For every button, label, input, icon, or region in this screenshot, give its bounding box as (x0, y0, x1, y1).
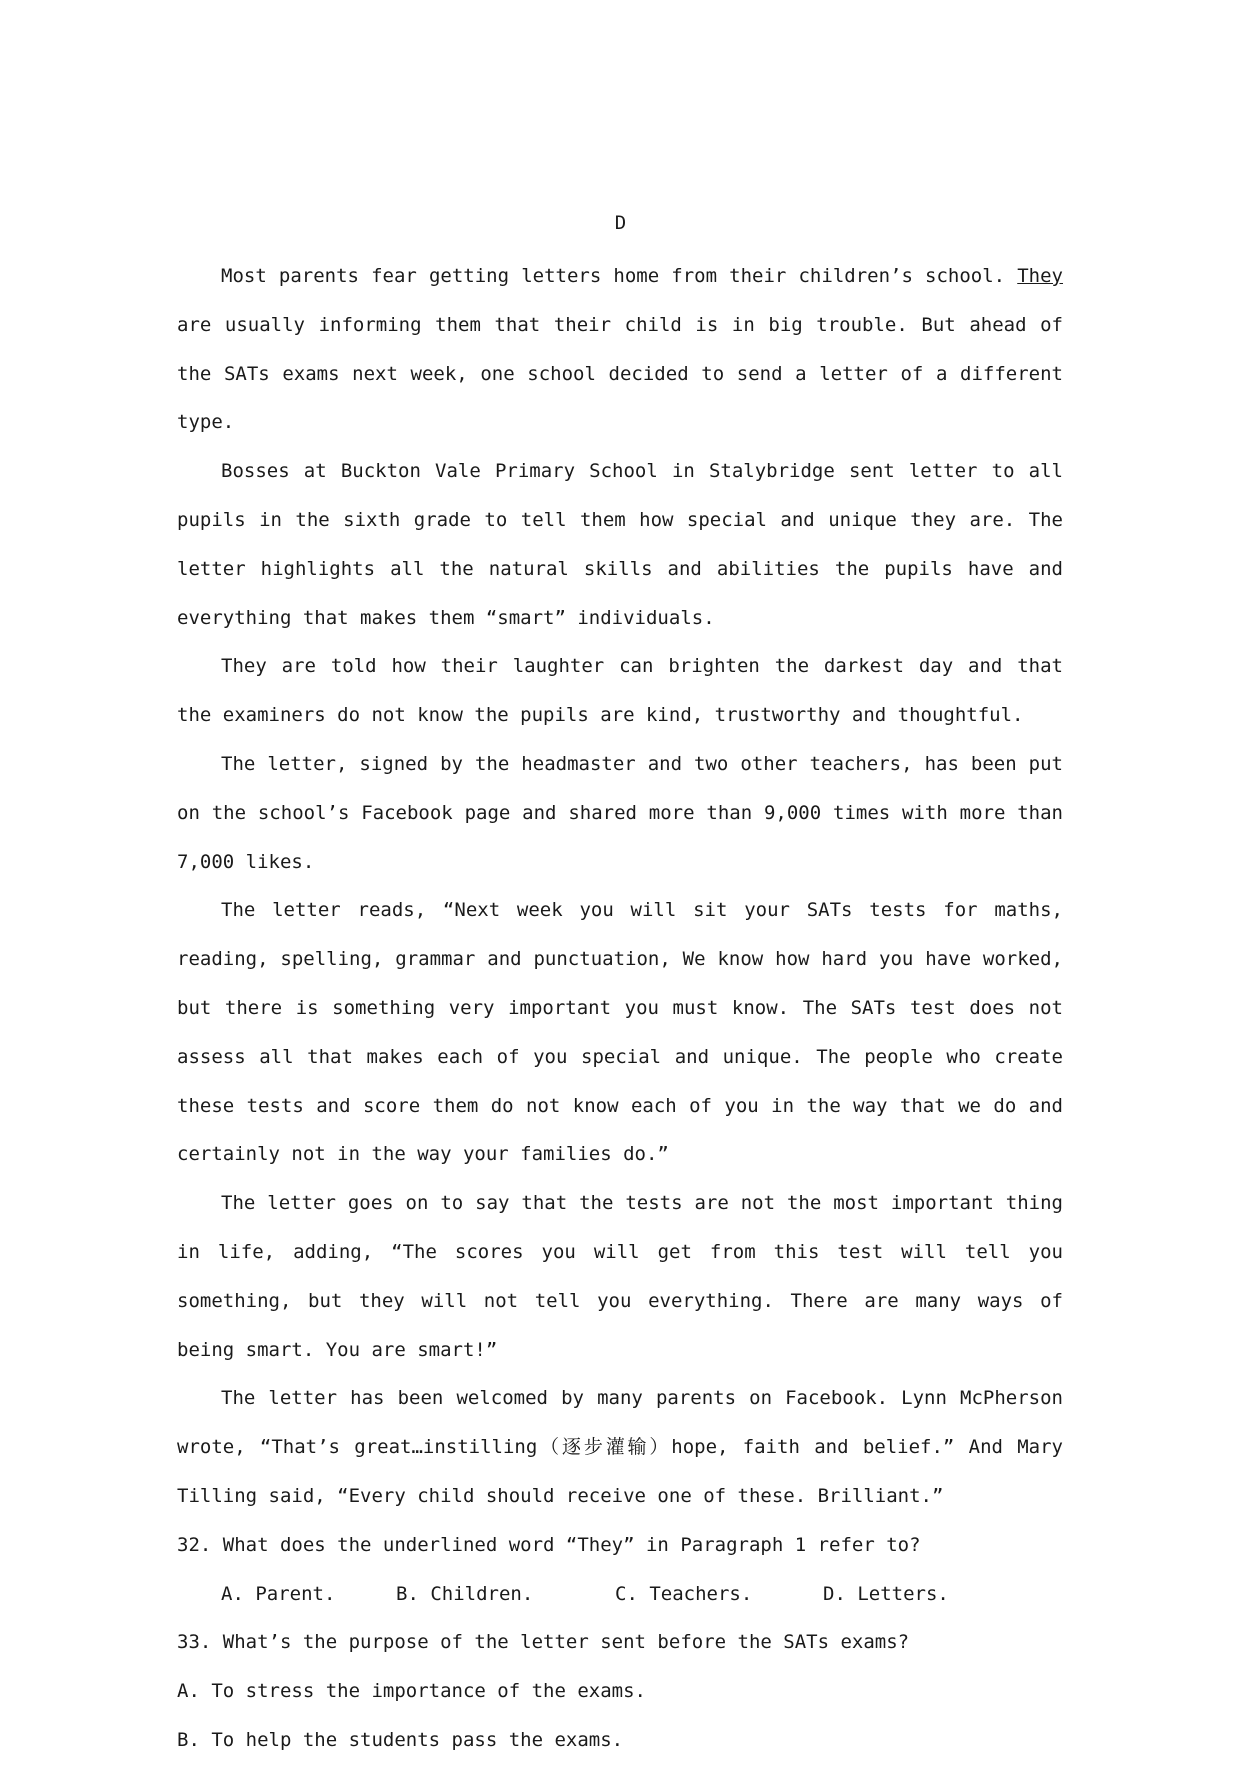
underlined-word: They (1017, 265, 1063, 287)
section-label: D (614, 212, 627, 234)
paragraph-1-text-b: are usually informing them that their child is in big trouble. But ahead of the SATs exams next week, one school decided to send a letter of a different type. (177, 313, 1063, 434)
option-a: A. To stress the importance of the exams. (177, 1680, 646, 1703)
paragraph-7: The letter has been welcomed by many parents on Facebook. Lynn McPherson wrote, “That’s great…instilling（逐步灌输）hope, faith and belief.” And Mary Tilling said, “Every child should receive one of these. Brilliant.” (177, 1387, 1063, 1507)
option-b: B. To help the students pass the exams. (177, 1728, 624, 1751)
paragraph-5: The letter reads, “Next week you will sit your SATs tests for maths, reading, spelling, grammar and punctuation, We know how hard you have worked, but there is something very important you must know. The SATs test does not assess all that makes each of you special and unique. The people who create these tests and score them do not know each of you in the way that we do and certainly not in the way your families do.” (177, 899, 1063, 1166)
option-c: C. Teachers. (615, 1582, 753, 1605)
paragraph-3: They are told how their laughter can brighten the darkest day and that the examiners do not know the pupils are kind, trustworthy and thoughtful. (177, 655, 1063, 727)
question-32-stem: 32. What does the underlined word “They” in Paragraph 1 refer to? (177, 1533, 921, 1556)
paragraph-2: Bosses at Buckton Vale Primary School in Stalybridge sent letter to all pupils in the sixth grade to tell them how special and unique they are. The letter highlights all the natural skills and abilities the pupils have and everything that makes them “smart” individuals. (177, 460, 1063, 629)
paragraph-4: The letter, signed by the headmaster and two other teachers, has been put on the school’s Facebook page and shared more than 9,000 times with more than 7,000 likes. (177, 752, 1063, 873)
reading-passage (177, 252, 1063, 1765)
option-a: A. Parent. (221, 1582, 336, 1605)
paragraph-1-text-a: Most parents fear getting letters home from their children’s school. (221, 265, 1018, 287)
paragraph-6: The letter goes on to say that the tests are not the most important thing in life, adding, “The scores you will get from this test will tell you something, but they will not tell you everything. There are many ways of being smart. You are smart!” (177, 1192, 1063, 1361)
question-33-stem: 33. What’s the purpose of the letter sent before the SATs exams? (177, 1631, 910, 1654)
question-32-options (221, 1570, 1063, 1619)
option-d: D. Letters. (823, 1582, 949, 1605)
paragraph-1 (177, 252, 1063, 447)
option-b: B. Children. (396, 1582, 534, 1605)
